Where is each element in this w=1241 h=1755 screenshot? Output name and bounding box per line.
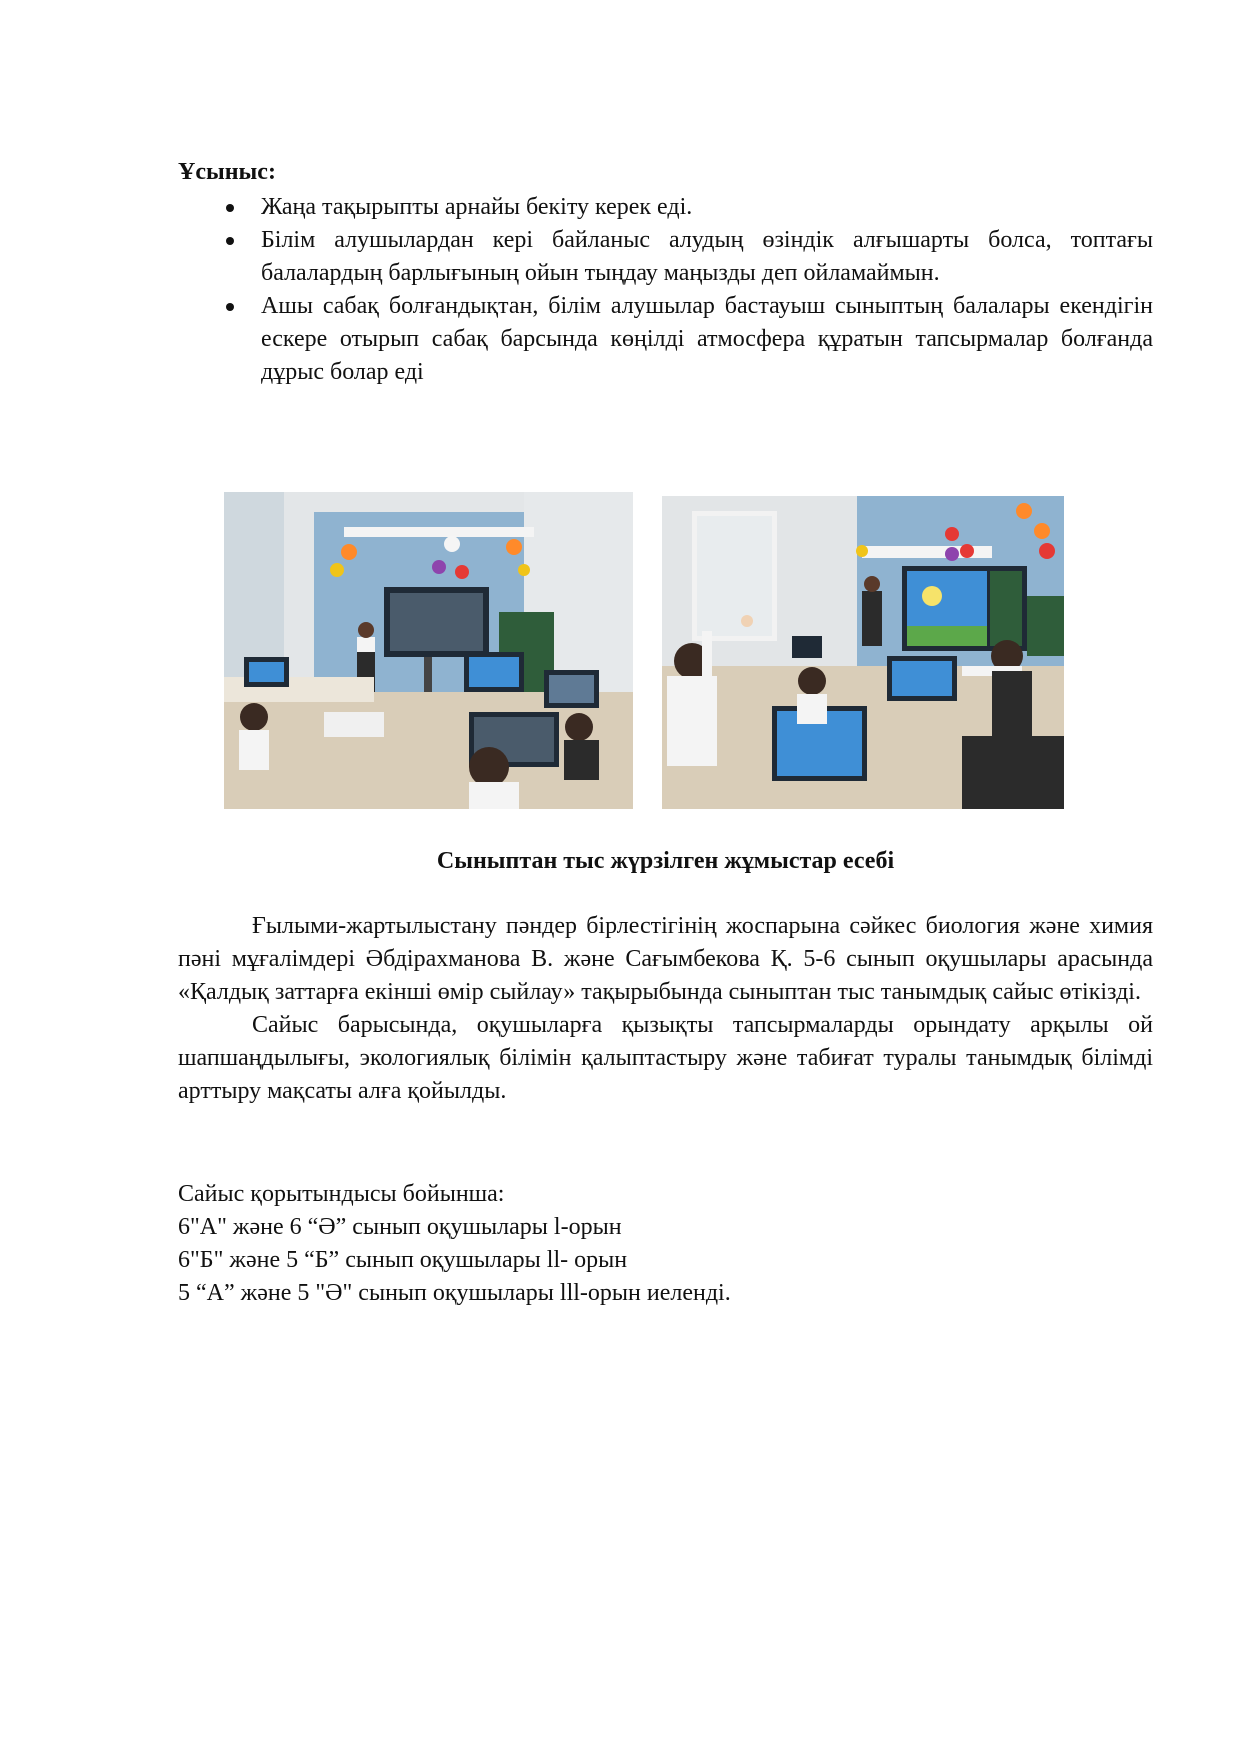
bullet-icon — [226, 237, 234, 245]
report-paragraph: Ғылыми-жартылыстану пәндер бірлестігінің жоспарына сәйкес биология және химия пәні мұғалімдері Әбдірахманова В. және Сағымбекова Қ. 5-6 сынып оқушылары арасында «Қалдық заттарға екінші өмір сыйлау» тақырыбында сыныптан тыс танымдық сайыс өтікізді. — [178, 913, 1153, 1005]
report-body — [178, 910, 1153, 1108]
recommendation-list — [178, 191, 1153, 389]
list-item — [178, 191, 1153, 224]
list-item-text: Жаңа тақырыпты арнайы бекіту керек еді. — [261, 194, 693, 220]
list-item-text: Білім алушылардан кері байланыс алудың өзіндік алғышарты болса, топтағы балалардың барлығының ойын тыңдау маңызды деп ойламаймын. — [261, 227, 1153, 286]
results-block — [178, 1178, 1153, 1310]
results-intro: Сайыс қорытындысы бойынша: — [178, 1181, 505, 1207]
list-item — [178, 224, 1153, 290]
result-line: 5 “А” және 5 "Ә" сынып оқушылары lll-орын иеленді. — [178, 1280, 731, 1306]
report-title: Сыныптан тыс жүрзілген жұмыстар есебі — [436, 848, 895, 874]
recommendation-heading: Ұсыныс: — [178, 159, 276, 185]
classroom-photo-teacher — [224, 492, 633, 809]
result-line: 6"А" және 6 “Ә” сынып оқушылары l-орын — [178, 1214, 622, 1240]
report-paragraph: Сайыс барысында, оқушыларға қызықты тапсырмаларды орындату арқылы ой шапшаңдылығы, экологиялық білімін қалыптастыру және табиғат туралы танымдық білімді арттыру мақсаты алға қойылды. — [178, 1012, 1153, 1104]
bullet-icon — [226, 204, 234, 212]
list-item — [178, 290, 1153, 389]
result-line: 6"Б" және 5 “Б” сынып оқушылары ll- орын — [178, 1247, 628, 1273]
classroom-photo-activity — [662, 496, 1064, 809]
list-item-text: Ашы сабақ болғандықтан, білім алушылар бастауыш сыныптың балалары екендігін ескере отырып сабақ барсында көңілді атмосфера құратын тапсырмалар болғанда дұрыс болар еді — [261, 293, 1153, 385]
bullet-icon — [226, 303, 234, 311]
